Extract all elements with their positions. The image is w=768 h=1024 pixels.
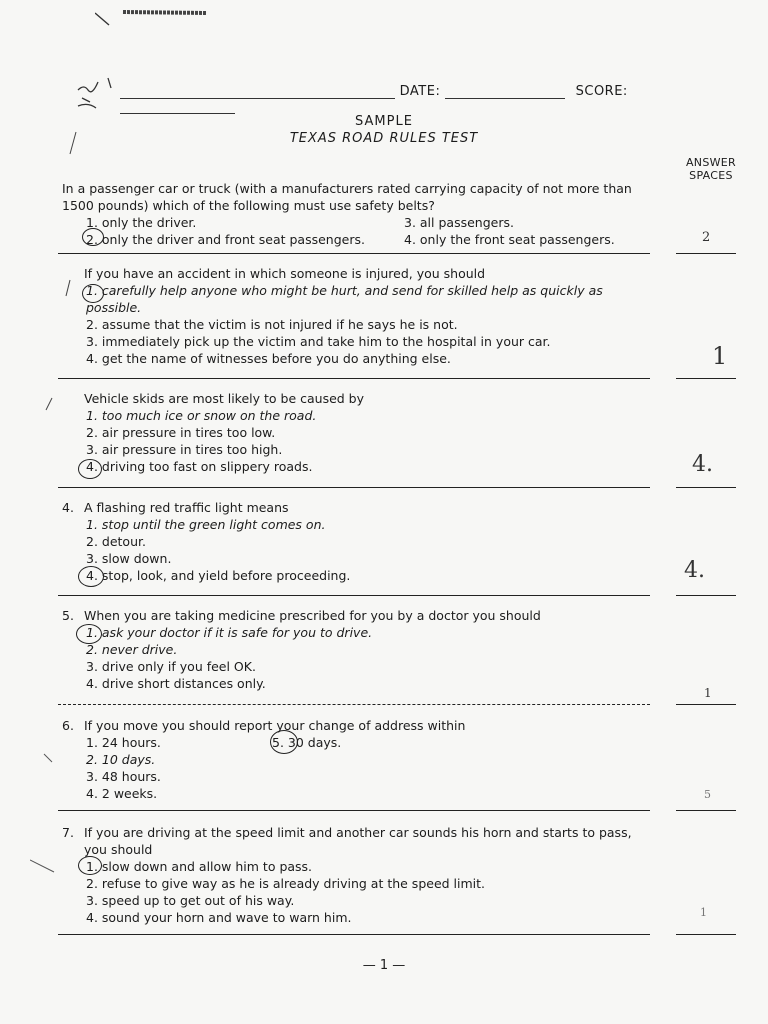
question-1 (62, 180, 652, 248)
answer-line (676, 487, 736, 488)
option[interactable]: 2. detour. (86, 534, 146, 549)
divider (58, 378, 650, 379)
question-stem: If you have an accident in which someone is injured, you should (84, 266, 486, 281)
option[interactable]: 2. air pressure in tires too low. (86, 425, 276, 440)
divider (58, 810, 650, 811)
question-2 (62, 265, 652, 367)
question-stem: In a passenger car or truck (with a manufacturers rated carrying capacity of not more than 1500 pounds) which of the following must use safety belts? (62, 181, 632, 213)
answer-mark: 4. (692, 452, 713, 477)
answer-line (676, 934, 736, 935)
page-number: — 1 — (362, 958, 406, 973)
answer-mark: 4. (684, 558, 705, 583)
option[interactable]: 4. get the name of witnesses before you do anything else. (86, 351, 451, 366)
option[interactable]: 3. 48 hours. (86, 769, 161, 784)
option[interactable]: 1. only the driver. (86, 215, 197, 230)
option[interactable]: 4. stop, look, and yield before proceeding. (86, 568, 351, 583)
question-number: 5. (62, 608, 74, 623)
option[interactable]: 1. ask your doctor if it is safe for you to drive. (86, 625, 373, 640)
option[interactable]: 2. only the driver and front seat passengers. (86, 232, 365, 247)
answer-line (676, 595, 736, 596)
question-number: 6. (62, 718, 74, 733)
divider (58, 934, 650, 935)
question-stem: A flashing red traffic light means (84, 500, 289, 515)
date-field[interactable] (445, 97, 565, 99)
divider (58, 595, 650, 596)
date-label: DATE: (399, 84, 441, 99)
option[interactable]: 3. speed up to get out of his way. (86, 893, 295, 908)
question-number: 7. (62, 825, 74, 840)
divider (58, 704, 650, 705)
question-4 (62, 499, 652, 584)
option[interactable]: 1. 24 hours. (86, 735, 161, 750)
question-6 (62, 717, 652, 802)
option[interactable]: 4. sound your horn and wave to warn him. (86, 910, 352, 925)
title-main: TEXAS ROAD RULES TEST (289, 131, 479, 146)
option[interactable]: 2. never drive. (86, 642, 178, 657)
question-stem: Vehicle skids are most likely to be caused by (84, 391, 365, 406)
divider (58, 487, 650, 488)
question-7 (62, 824, 652, 926)
option[interactable]: 2. refuse to give way as he is already driving at the speed limit. (86, 876, 486, 891)
option[interactable]: 4. driving too fast on slippery roads. (86, 459, 313, 474)
option[interactable]: 4. drive short distances only. (86, 676, 266, 691)
margin-marks (30, 120, 90, 900)
answer-line (676, 810, 736, 811)
option[interactable]: 5. 30 days. (272, 735, 342, 750)
option[interactable]: 1. slow down and allow him to pass. (86, 859, 313, 874)
answer-line (676, 704, 736, 705)
top-scribble (95, 5, 225, 35)
question-stem: If you move you should report your change of address within (84, 718, 466, 733)
option[interactable]: 1. too much ice or snow on the road. (86, 408, 317, 423)
answer-line (676, 253, 736, 254)
answer-spaces-label: ANSWER SPACES (685, 156, 736, 182)
question-3 (62, 390, 652, 475)
answer-circle (270, 730, 298, 754)
header-line (120, 84, 738, 114)
question-5 (62, 607, 652, 692)
question-stem: When you are taking medicine prescribed for you by a doctor you should (84, 608, 541, 623)
answer-mark: 1 (704, 686, 712, 700)
option[interactable]: 3. drive only if you feel OK. (86, 659, 256, 674)
answer-mark: 1 (712, 342, 728, 370)
option[interactable]: 4. 2 weeks. (86, 786, 158, 801)
option[interactable]: 3. immediately pick up the victim and take him to the hospital in your car. (86, 334, 551, 349)
answer-mark: 1 (700, 906, 707, 919)
answer-line (676, 378, 736, 379)
title-sample: SAMPLE (355, 114, 413, 129)
option[interactable]: 3. air pressure in tires too high. (86, 442, 283, 457)
option[interactable]: 2. assume that the victim is not injured if he says he is not. (86, 317, 458, 332)
answer-mark: 2 (702, 230, 711, 245)
option[interactable]: 2. 10 days. (86, 752, 156, 767)
score-label: SCORE: (575, 84, 628, 99)
question-number: 4. (62, 500, 74, 515)
option[interactable]: 4. only the front seat passengers. (404, 232, 615, 247)
title-block (0, 114, 768, 146)
option[interactable]: 1. carefully help anyone who might be hurt, and send for skilled help as quickly as possible. (86, 283, 603, 315)
divider (58, 253, 650, 254)
question-stem: If you are driving at the speed limit and another car sounds his horn and starts to pass, you should (84, 825, 632, 857)
answer-mark: 5 (704, 788, 711, 801)
option[interactable]: 1. stop until the green light comes on. (86, 517, 326, 532)
option[interactable]: 3. slow down. (86, 551, 172, 566)
option[interactable]: 3. all passengers. (404, 215, 514, 230)
